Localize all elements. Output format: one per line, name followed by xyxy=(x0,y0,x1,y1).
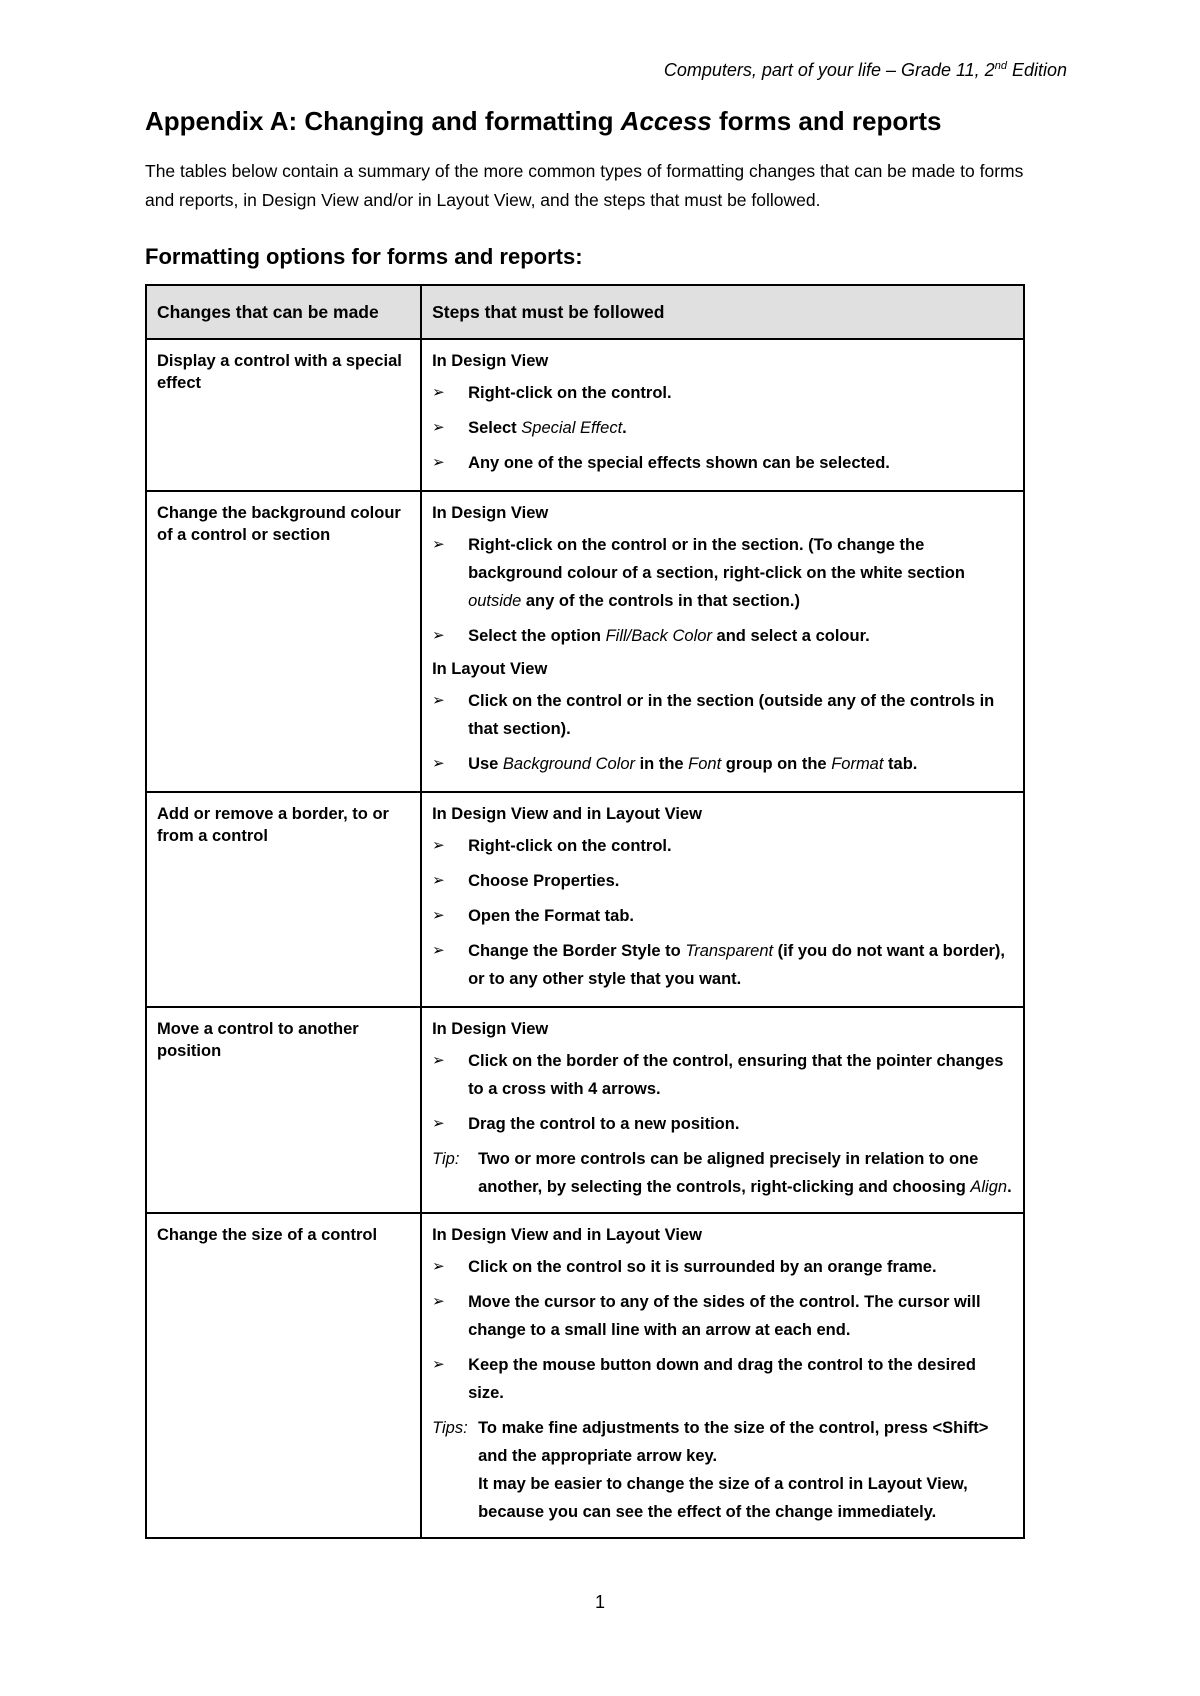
formatting-options-table xyxy=(145,284,1025,1539)
step-text: . xyxy=(622,418,627,437)
steps-cell xyxy=(421,792,1024,1007)
step-item xyxy=(432,531,1013,615)
view-block xyxy=(432,1224,1013,1526)
step-text: Drag the control to a new position. xyxy=(468,1114,740,1133)
tip-label: Tips: xyxy=(432,1418,468,1437)
step-text: Font xyxy=(688,754,722,773)
step-item xyxy=(432,1288,1013,1344)
change-cell: Display a control with a special effect xyxy=(146,339,421,491)
table-row xyxy=(146,491,1024,792)
arrow-bullet-icon: ➢ xyxy=(432,906,445,924)
arrow-bullet-icon: ➢ xyxy=(432,941,445,959)
step-text: Right-click on the control. xyxy=(468,383,672,402)
step-text: Right-click on the control. xyxy=(468,836,672,855)
step-item xyxy=(432,832,1013,860)
steps-cell xyxy=(421,1213,1024,1538)
section-heading: Formatting options for forms and reports: xyxy=(145,244,583,270)
arrow-bullet-icon: ➢ xyxy=(432,1355,445,1373)
view-block xyxy=(432,350,1013,477)
step-item xyxy=(432,1110,1013,1138)
table-row xyxy=(146,1213,1024,1538)
intro-paragraph: The tables below contain a summary of the more common types of formatting changes that can be made to forms and reports, in Design View and/or in Layout View, and the steps that must be followed. xyxy=(145,161,1024,211)
tip-text xyxy=(478,1145,1013,1201)
arrow-bullet-icon: ➢ xyxy=(432,453,445,471)
step-text: Background Color xyxy=(502,754,635,773)
column-header-steps: Steps that must be followed xyxy=(421,285,1024,339)
step-text: any of the controls in that section.) xyxy=(521,591,800,610)
arrow-bullet-icon: ➢ xyxy=(432,754,445,772)
view-label: In Design View and in Layout View xyxy=(432,804,702,823)
step-text: Click on the border of the control, ensuring that the pointer changes to a cross with 4 arrows. xyxy=(468,1051,1004,1098)
page-title xyxy=(145,106,1045,137)
arrow-bullet-icon: ➢ xyxy=(432,383,445,401)
steps-list xyxy=(432,531,1013,650)
tip-text-segment: It may be easier to change the size of a control in Layout View, because you can see the effect of the change immediately. xyxy=(478,1474,968,1521)
step-text: Use xyxy=(468,754,503,773)
steps-list xyxy=(432,1253,1013,1407)
tip-block xyxy=(432,1414,1013,1526)
step-text: Change the Border Style to xyxy=(468,941,686,960)
step-text: Any one of the special effects shown can be selected. xyxy=(468,453,890,472)
change-cell: Change the size of a control xyxy=(146,1213,421,1538)
step-item xyxy=(432,379,1013,407)
step-text: Choose Properties. xyxy=(468,871,620,890)
step-text: Right-click on the control or in the section. (To change the background colour of a section, right-click on the white section xyxy=(468,535,965,582)
view-label: In Design View xyxy=(432,1019,549,1038)
table-row xyxy=(146,339,1024,491)
running-header-superscript: nd xyxy=(994,60,1007,72)
change-cell: Change the background colour of a control or section xyxy=(146,491,421,792)
steps-list xyxy=(432,687,1013,778)
step-text: Select xyxy=(468,418,522,437)
steps-cell xyxy=(421,491,1024,792)
running-header-main: Computers, part of your life – Grade 11, 2 xyxy=(663,60,995,80)
tip-body xyxy=(478,1414,1013,1526)
arrow-bullet-icon: ➢ xyxy=(432,1114,445,1132)
page-title-italic: Access xyxy=(620,106,712,136)
table-row xyxy=(146,1007,1024,1213)
tip-body xyxy=(478,1145,1013,1201)
change-cell: Add or remove a border, to or from a control xyxy=(146,792,421,1007)
view-block xyxy=(432,658,1013,778)
step-text: Move the cursor to any of the sides of the control. The cursor will change to a small line with an arrow at each end. xyxy=(468,1292,981,1339)
tip-text xyxy=(478,1470,1013,1526)
arrow-bullet-icon: ➢ xyxy=(432,1292,445,1310)
page-title-before: Appendix A: Changing and formatting xyxy=(145,106,621,136)
steps-list xyxy=(432,379,1013,477)
running-header xyxy=(664,60,1067,81)
change-cell: Move a control to another position xyxy=(146,1007,421,1213)
step-text: Transparent xyxy=(685,941,774,960)
step-text: (if you do not want a border), or to any other style that you want. xyxy=(468,941,1005,988)
step-text: Keep the mouse button down and drag the control to the desired size. xyxy=(468,1355,976,1402)
tip-text-segment: . xyxy=(1007,1177,1012,1196)
steps-cell xyxy=(421,1007,1024,1213)
step-item xyxy=(432,902,1013,930)
step-item xyxy=(432,1253,1013,1281)
steps-cell xyxy=(421,339,1024,491)
step-text: in the xyxy=(635,754,689,773)
arrow-bullet-icon: ➢ xyxy=(432,418,445,436)
step-item xyxy=(432,449,1013,477)
table-body xyxy=(146,339,1024,1538)
step-text: Select the option xyxy=(468,626,606,645)
step-text: Open the Format tab. xyxy=(468,906,634,925)
arrow-bullet-icon: ➢ xyxy=(432,626,445,644)
step-item xyxy=(432,414,1013,442)
step-item xyxy=(432,1047,1013,1103)
table-header-row xyxy=(146,285,1024,339)
step-text: Click on the control or in the section (outside any of the controls in that section). xyxy=(468,691,995,738)
step-item xyxy=(432,867,1013,895)
view-label: In Layout View xyxy=(432,659,548,678)
view-label: In Design View xyxy=(432,503,549,522)
view-block xyxy=(432,1018,1013,1201)
step-item xyxy=(432,1351,1013,1407)
page-title-after: forms and reports xyxy=(711,106,942,136)
arrow-bullet-icon: ➢ xyxy=(432,535,445,553)
step-text: Click on the control so it is surrounded by an orange frame. xyxy=(468,1257,937,1276)
tip-block xyxy=(432,1145,1013,1201)
steps-list xyxy=(432,832,1013,993)
steps-list xyxy=(432,1047,1013,1138)
arrow-bullet-icon: ➢ xyxy=(432,1257,445,1275)
arrow-bullet-icon: ➢ xyxy=(432,691,445,709)
page-content xyxy=(145,106,1045,1539)
column-header-changes: Changes that can be made xyxy=(146,285,421,339)
step-item xyxy=(432,750,1013,778)
table-row xyxy=(146,792,1024,1007)
step-text: Format xyxy=(831,754,884,773)
arrow-bullet-icon: ➢ xyxy=(432,1051,445,1069)
step-text: group on the xyxy=(721,754,832,773)
step-text: tab. xyxy=(883,754,918,773)
tip-text-segment: To make fine adjustments to the size of the control, press <Shift> and the appropriate arrow key. xyxy=(478,1418,989,1465)
view-block xyxy=(432,502,1013,650)
view-block xyxy=(432,803,1013,993)
step-item xyxy=(432,687,1013,743)
tip-label: Tip: xyxy=(432,1149,460,1168)
step-item xyxy=(432,937,1013,993)
page-number: 1 xyxy=(594,1592,605,1612)
step-text: Fill/Back Color xyxy=(605,626,712,645)
view-label: In Design View xyxy=(432,351,549,370)
step-text: outside xyxy=(468,591,522,610)
step-text: and select a colour. xyxy=(711,626,870,645)
arrow-bullet-icon: ➢ xyxy=(432,836,445,854)
running-header-end: Edition xyxy=(1006,60,1067,80)
tip-text-segment: Two or more controls can be aligned precisely in relation to one another, by selecting the controls, right-clicking and choosing xyxy=(478,1149,979,1196)
tip-text-segment: Align xyxy=(970,1177,1008,1196)
view-label: In Design View and in Layout View xyxy=(432,1225,702,1244)
arrow-bullet-icon: ➢ xyxy=(432,871,445,889)
tip-text xyxy=(478,1414,1013,1470)
step-item xyxy=(432,622,1013,650)
step-text: Special Effect xyxy=(521,418,623,437)
